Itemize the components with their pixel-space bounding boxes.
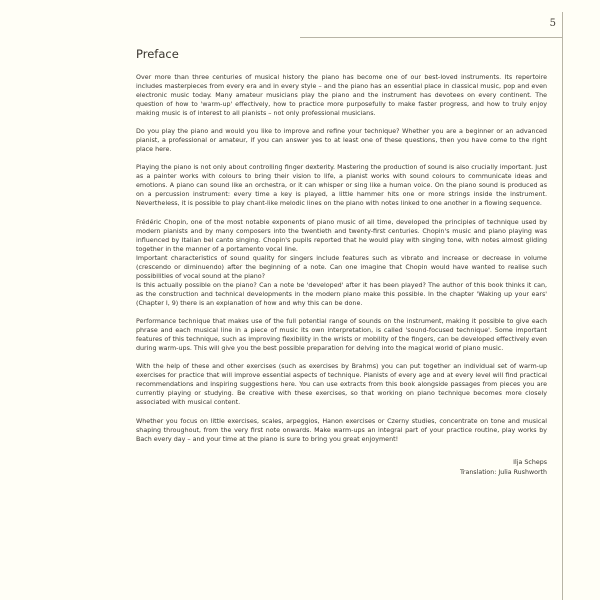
paragraph-chopin: Frédéric Chopin, one of the most notable exponents of piano music of all time, developed the principles of technique used by modern pianists and by many composers into the twentieth and twenty-first centuries. Chopin's music and piano playing was influenced by Italian bel canto singing. Chopin's pupils reported that he would play with singing tone, with notes almost gliding together in the manner of a portamento vocal line.: [136, 218, 547, 253]
header-rule: [300, 37, 562, 38]
preface-section: [136, 48, 547, 479]
page-title: Preface: [136, 47, 179, 61]
paragraph-characteristics: Important characteristics of sound quality for singers include features such as vibrato and increase or decrease in volume (crescendo or diminuendo) after the beginning of a note. Can one imagine that Chopin would have wanted to realise such possibilities of vocal sound at the piano?: [136, 254, 547, 280]
translator-credit: Translation: Julia Rushworth: [459, 469, 547, 477]
margin-rule: [562, 12, 563, 600]
paragraph-question: Do you play the piano and would you like to improve and refine your technique? Whether you are a beginner or an advanced pianist, a professional or amateur, if you can answer yes to at least one of these questions, then you have come to the right place here.: [136, 128, 547, 154]
paragraph-possible: Is this actually possible on the piano? Can a note be 'developed' after it has been played? The author of this book thinks it can, as the construction and technical developments in the modern piano make this possible. In the chapter 'Waking up your ears' (Chapter I, 9) there is an explanation of how and why this can be done.: [136, 281, 547, 307]
paragraph-intro: Over more than three centuries of musical history the piano has become one of our best-loved instruments. Its repertoire includes masterpieces from every era and in every style – and the piano has an essential place in classical music, pop and even electronic music today. Many amateur musicians play the piano and the instrument has devotees on every continent. The question of how to 'warm-up' effectively, how to practice more purposefully to make faster progress, and how to truly enjoy making music is of interest to all pianists – not only professional musicians.: [136, 73, 547, 117]
paragraph-closing: Whether you focus on little exercises, scales, arpeggios, Hanon exercises or Czerny studies, concentrate on tone and musical shaping throughout, from the very first note onwards. Make warm-ups an integral part of your practice routine, play works by Bach every day – and your time at the piano is sure to bring you great enjoyment!: [136, 417, 547, 443]
author-name: Ilja Scheps: [513, 458, 547, 466]
page-number: 5: [549, 18, 556, 29]
paragraph-sound: Playing the piano is not only about controlling finger dexterity. Mastering the production of sound is also crucially important. Just as a painter works with colours to bring their vision to life, a pianist works with sound colours to communicate ideas and emotions. A piano can sound like an orchestra, or it can whisper or sing like a human voice. On the piano sound is produced as on a percussion instrument: every time a key is played, a little hammer hits one or more strings inside the instrument. Nevertheless, it is possible to play chant-like melodic lines on the piano with notes linked to one another in a flowing sequence.: [136, 164, 547, 208]
paragraph-exercises: With the help of these and other exercises (such as exercises by Brahms) you can put together an individual set of warm-up exercises for practice that will improve essential aspects of technique. Pianists of every age and at every level will find practical recommendations and inspiring suggestions here. You can use extracts from this book alongside passages from pieces you are currently playing or studying. Be creative with these exercises, so that working on piano technique becomes more closely associated with musical content.: [136, 363, 547, 407]
signature-block: [136, 458, 547, 479]
paragraph-performance: Performance technique that makes use of the full potential range of sounds on the instrument, making it possible to give each phrase and each musical line in a piece of music its own interpretation, is called 'sound-focused technique'. Some important features of this technique, such as improving flexibility in the wrists or mobility of the fingers, can be developed effectively even during warm-ups. This will give you the best possible preparation for delving into the magical world of piano music.: [136, 317, 547, 352]
